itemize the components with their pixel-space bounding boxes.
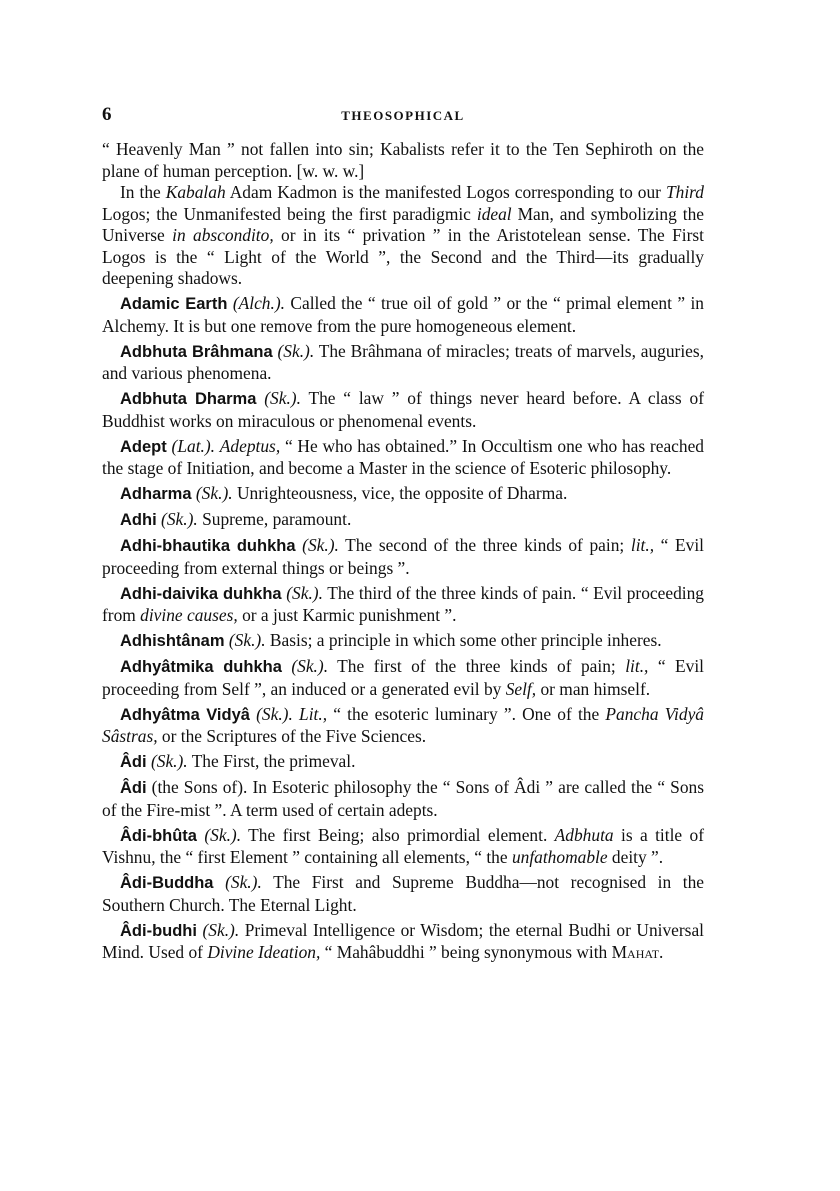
entry-term: Âdi <box>120 753 147 771</box>
continued-paragraph: “ Heavenly Man ” not fallen into sin; Kabalists refer it to the Ten Sephiroth on the plane of human perception. [w. w. w.] <box>102 139 704 181</box>
entry-term: Âdi-budhi <box>120 921 197 940</box>
entry-abbr: (Sk.). <box>286 582 323 603</box>
entry-term: Adbhuta Brâhmana <box>120 342 273 361</box>
entry-abbr: (Sk.). <box>277 340 315 361</box>
entry-abbr: (Sk.). <box>195 483 233 503</box>
entry-abbr: (Sk.). <box>204 824 242 845</box>
entry-term: Âdi-bhûta <box>120 826 197 845</box>
glossary-entry: Adharma (Sk.). Unrighteousness, vice, the opposite of Dharma. <box>120 483 568 503</box>
glossary-entry: Adept (Lat.). Adeptus, “ He who has obtained.” In Occultism one who has reached the stage of Initiation, and become a Master in the science of Esoteric philosophy. <box>102 435 704 478</box>
entry-abbr: (Sk.). <box>256 703 293 724</box>
glossary-entry: Adbhuta Brâhmana (Sk.). The Brâhmana of miracles; treats of marvels, auguries, and various phenomena. <box>102 340 705 383</box>
entry-abbr: (Sk.). <box>150 751 188 771</box>
glossary-entry: Adhi-bhautika duhkha (Sk.). The second of the three kinds of pain; lit., “ Evil proceeding from external things or beings ”. <box>102 535 704 578</box>
glossary-entry: Adhyâtma Vidyâ (Sk.). Lit., “ the esoteric luminary ”. One of the Pancha Vidyâ Sâstras, or the Scriptures of the Five Sciences. <box>102 703 704 746</box>
glossary-entry: Adbhuta Dharma (Sk.). The “ law ” of things never heard before. A class of Buddhist works on miraculous or phenomenal events. <box>102 388 704 431</box>
entry-abbr: (Sk.). <box>228 630 266 650</box>
entry-abbr: (Sk.). <box>302 535 339 555</box>
small-caps-term: Mahat. <box>611 942 664 962</box>
entry-term: Adhi-bhautika duhkha <box>120 537 296 555</box>
glossary-entry: Adhyâtmika duhkha (Sk.). The first of the three kinds of pain; lit., “ Evil proceeding from Self ”, an induced or a generated evil by Self, or man himself. <box>102 656 704 699</box>
entry-abbr: (Alch.). <box>232 293 285 313</box>
glossary-entry: Âdi-budhi (Sk.). Primeval Intelligence or Wisdom; the eternal Budhi or Universal Mind. Used of Divine Ideation, “ Mahâbuddhi ” being synonymous with Mahat. <box>102 919 704 962</box>
entry-term: Adept <box>120 437 167 456</box>
running-head: THEOSOPHICAL <box>341 108 465 123</box>
glossary-entry: Âdi (Sk.). The First, the primeval. <box>120 751 356 771</box>
glossary-entry: Adhi (Sk.). Supreme, paramount. <box>120 509 352 529</box>
entry-term: Adhi-daivika duhkha <box>120 584 282 603</box>
glossary-entry: Adhi-daivika duhkha (Sk.). The third of the three kinds of pain. “ Evil proceeding from divine causes, or a just Karmic punishment ”. <box>102 582 704 625</box>
page-header <box>102 104 704 130</box>
entry-term: Âdi <box>120 779 147 797</box>
glossary-entry: Adamic Earth (Alch.). Called the “ true oil of gold ” or the “ primal element ” in Alchemy. It is but one remove from the pure homogeneous element. <box>102 293 704 336</box>
entry-term: Adhi <box>120 511 157 529</box>
entry-abbr: (Sk.). <box>291 656 329 676</box>
entry-term: Adhyâtmika duhkha <box>120 658 282 676</box>
entry-abbr: (Sk.). <box>202 919 240 940</box>
glossary-entry: Âdi-Buddha (Sk.). The First and Supreme Buddha—not recognised in the Southern Church. The Eternal Light. <box>102 872 704 915</box>
entry-abbr: (Sk.). <box>225 872 262 892</box>
entry-abbr: (Lat.). <box>171 435 216 456</box>
paragraph: In the Kabalah Adam Kadmon is the manifested Logos corresponding to our Third Logos; the Unmanifested being the first paradigmic ideal Man, and symbolizing the Universe in abscondito, or in its “ privation ” in the Aristotelean sense. The First Logos is the “ Light of the World ”, the Second and the Third—its gradually deepening shadows. <box>102 182 704 288</box>
entry-term: Adamic Earth <box>120 295 228 313</box>
glossary-entry: Âdi (the Sons of). In Esoteric philosophy the “ Sons of Âdi ” are called the “ Sons of the Fire-mist ”. A term used of certain adepts. <box>102 777 704 820</box>
entry-abbr: (Sk.). <box>264 388 301 408</box>
glossary-entry: Âdi-bhûta (Sk.). The first Being; also primordial element. Adbhuta is a title of Vishnu, the “ first Element ” containing all elements, “ the unfathomable deity ”. <box>102 824 704 867</box>
entry-term: Âdi-Buddha <box>120 874 214 892</box>
entry-term: Adbhuta Dharma <box>120 390 257 408</box>
entry-term: Adharma <box>120 485 192 503</box>
page-number: 6 <box>102 104 112 125</box>
glossary-text <box>102 139 704 964</box>
entry-term: Adhyâtma Vidyâ <box>120 705 250 724</box>
entry-abbr: (Sk.). <box>161 509 198 529</box>
glossary-entry: Adhishtânam (Sk.). Basis; a principle in which some other principle inheres. <box>120 630 662 650</box>
entry-term: Adhishtânam <box>120 632 225 650</box>
